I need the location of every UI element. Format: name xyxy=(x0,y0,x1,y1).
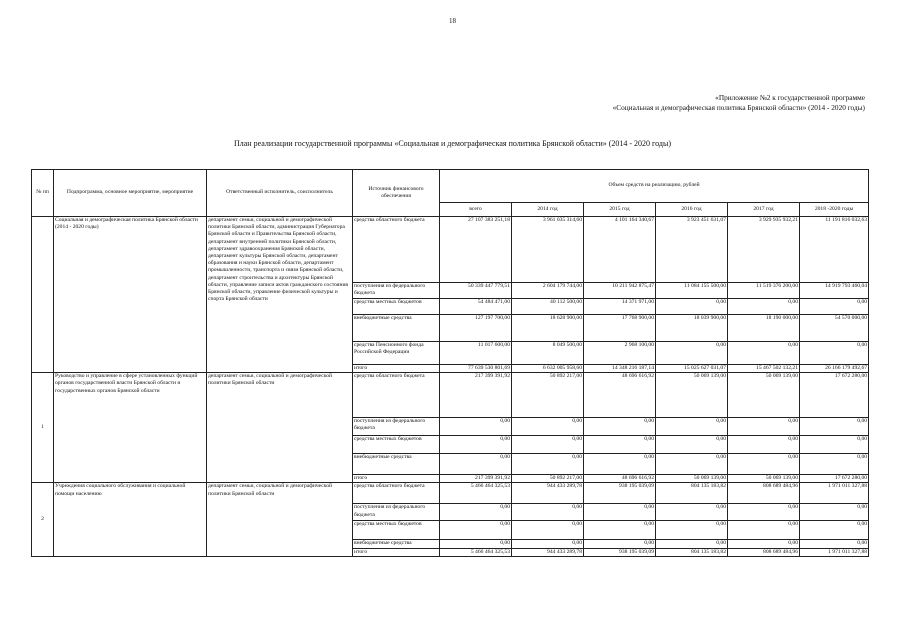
amount-cell: 54 570 000,00 xyxy=(800,315,869,342)
block-number: 1 xyxy=(32,373,54,483)
block-number: 2 xyxy=(32,483,54,556)
amount-cell: 3 923 451 631,07 xyxy=(656,217,728,283)
block-name: Социальная и демографическая политика Брянской области (2014 - 2020 годы) xyxy=(54,217,207,373)
amount-cell: 0,00 xyxy=(656,418,728,436)
amount-cell: 17 672 280,00 xyxy=(800,373,869,418)
amount-cell: 48 696 616,92 xyxy=(584,475,656,483)
amount-cell: 3 929 935 932,21 xyxy=(728,217,800,283)
block-executor: департамент семьи, социальной и демографической политики Брянской области xyxy=(207,483,353,556)
header-subprogram: Подпрограмма, основное мероприятие, мероприятие xyxy=(54,170,207,217)
page-number: 18 xyxy=(449,17,456,25)
amount-cell: 0,00 xyxy=(512,521,584,540)
amount-cell: 0,00 xyxy=(512,436,584,454)
amount-cell: 0,00 xyxy=(800,521,869,540)
amount-cell: 0,00 xyxy=(656,342,728,365)
amount-cell: 0,00 xyxy=(512,504,584,521)
amount-cell: 50 069 139,00 xyxy=(656,373,728,418)
amount-cell: 1 971 011 327,88 xyxy=(800,483,869,504)
amount-cell: 0,00 xyxy=(728,504,800,521)
amount-cell: 11 084 155 500,00 xyxy=(656,283,728,299)
amount-cell: 0,00 xyxy=(440,504,512,521)
amount-cell: 0,00 xyxy=(584,418,656,436)
amount-cell: 27 107 383 251,18 xyxy=(440,217,512,283)
appendix-line-2: «Социальная и демографическая политика Брянской области» (2014 - 2020 годы) xyxy=(612,103,865,112)
amount-cell: 808 689 484,96 xyxy=(728,548,800,556)
amount-cell: 0,00 xyxy=(728,299,800,315)
amount-cell: 14 348 216 187,14 xyxy=(584,365,656,373)
amount-cell: 18 039 900,00 xyxy=(656,315,728,342)
header-num: № пп xyxy=(32,170,54,217)
amount-cell: 0,00 xyxy=(440,418,512,436)
funding-source: средства областного бюджета xyxy=(353,373,440,418)
amount-cell: 15 467 502 132,21 xyxy=(728,365,800,373)
header-year: 2016 год xyxy=(656,203,728,217)
funding-source: поступления из федерального бюджета xyxy=(353,283,440,299)
amount-cell: 0,00 xyxy=(512,454,584,475)
funding-source: поступления из федерального бюджета xyxy=(353,504,440,521)
amount-cell: 26 166 179 492,67 xyxy=(800,365,869,373)
header-year: 2014 год xyxy=(512,203,584,217)
amount-cell: 11 191 816 032,63 xyxy=(800,217,869,283)
amount-cell: 77 639 530 801,69 xyxy=(440,365,512,373)
amount-cell: 1 971 011 327,88 xyxy=(800,548,869,556)
header-sources: Источник финансового обеспечения xyxy=(353,170,440,217)
table-row xyxy=(32,373,869,418)
amount-cell: 0,00 xyxy=(728,418,800,436)
amount-cell: 5 466 464 325,53 xyxy=(440,483,512,504)
amount-cell: 15 025 627 031,07 xyxy=(656,365,728,373)
funding-source: внебюджетные средства xyxy=(353,454,440,475)
amount-cell: 804 135 183,82 xyxy=(656,483,728,504)
amount-cell: 0,00 xyxy=(656,540,728,548)
amount-cell: 0,00 xyxy=(800,540,869,548)
amount-cell: 50 069 139,00 xyxy=(728,475,800,483)
amount-cell: 0,00 xyxy=(728,342,800,365)
amount-cell: 0,00 xyxy=(800,418,869,436)
block-name: Учреждения социального обслуживания и социальной помощи населению xyxy=(54,483,207,556)
amount-cell: 0,00 xyxy=(656,504,728,521)
amount-cell: 40 112 500,00 xyxy=(512,299,584,315)
table-row xyxy=(32,483,869,504)
amount-cell: 0,00 xyxy=(656,436,728,454)
amount-cell: 0,00 xyxy=(728,540,800,548)
amount-cell: 0,00 xyxy=(800,436,869,454)
funding-source: итого xyxy=(353,475,440,483)
amount-cell: 0,00 xyxy=(440,521,512,540)
amount-cell: 217 399 391,92 xyxy=(440,373,512,418)
amount-cell: 0,00 xyxy=(440,540,512,548)
amount-cell: 50 892 217,00 xyxy=(512,475,584,483)
funding-source: внебюджетные средства xyxy=(353,315,440,342)
header-executor: Ответственный исполнитель, соисполнитель xyxy=(207,170,353,217)
funding-source: средства Пенсионного фонда Российской Федерации xyxy=(353,342,440,365)
header-year: 2015 год xyxy=(584,203,656,217)
amount-cell: 11 519 376 200,00 xyxy=(728,283,800,299)
funding-source: средства местных бюджетов xyxy=(353,436,440,454)
amount-cell: 0,00 xyxy=(584,436,656,454)
amount-cell: 11 017 600,00 xyxy=(440,342,512,365)
amount-cell: 6 632 005 958,60 xyxy=(512,365,584,373)
amount-cell: 0,00 xyxy=(584,521,656,540)
amount-cell: 0,00 xyxy=(800,299,869,315)
amount-cell: 0,00 xyxy=(800,504,869,521)
plan-table xyxy=(31,169,869,557)
amount-cell: 0,00 xyxy=(584,454,656,475)
amount-cell: 2 604 179 744,00 xyxy=(512,283,584,299)
amount-cell: 808 689 484,96 xyxy=(728,483,800,504)
amount-cell: 14 919 793 460,04 xyxy=(800,283,869,299)
amount-cell: 0,00 xyxy=(512,540,584,548)
amount-cell: 50 892 217,00 xyxy=(512,373,584,418)
amount-cell: 18 190 000,00 xyxy=(728,315,800,342)
amount-cell: 944 433 289,78 xyxy=(512,483,584,504)
amount-cell: 0,00 xyxy=(800,342,869,365)
amount-cell: 17 768 900,00 xyxy=(584,315,656,342)
amount-cell: 0,00 xyxy=(728,436,800,454)
amount-cell: 14 371 971,00 xyxy=(584,299,656,315)
funding-source: итого xyxy=(353,365,440,373)
amount-cell: 804 135 183,82 xyxy=(656,548,728,556)
amount-cell: 18 628 900,00 xyxy=(512,315,584,342)
funding-source: средства местных бюджетов xyxy=(353,299,440,315)
amount-cell: 0,00 xyxy=(728,521,800,540)
amount-cell: 8 049 500,00 xyxy=(512,342,584,365)
amount-cell: 0,00 xyxy=(440,436,512,454)
amount-cell: 50 069 139,00 xyxy=(656,475,728,483)
amount-cell: 2 968 100,00 xyxy=(584,342,656,365)
header-year: 2017 год xyxy=(728,203,800,217)
amount-cell: 938 195 039,09 xyxy=(584,548,656,556)
amount-cell: 127 197 700,00 xyxy=(440,315,512,342)
amount-cell: 938 195 039,09 xyxy=(584,483,656,504)
amount-cell: 0,00 xyxy=(656,454,728,475)
header-year: 2018 -2020 годы xyxy=(800,203,869,217)
funding-source: внебюджетные средства xyxy=(353,540,440,548)
amount-cell: 4 101 164 340,67 xyxy=(584,217,656,283)
amount-cell: 0,00 xyxy=(656,521,728,540)
table-row xyxy=(32,217,869,283)
appendix-line-1: «Приложение №2 к государственной программе xyxy=(715,93,865,102)
funding-source: средства местных бюджетов xyxy=(353,521,440,540)
amount-cell: 944 433 289,78 xyxy=(512,548,584,556)
amount-cell: 0,00 xyxy=(728,454,800,475)
funding-source: средства областного бюджета xyxy=(353,483,440,504)
amount-cell: 48 696 616,92 xyxy=(584,373,656,418)
amount-cell: 0,00 xyxy=(512,418,584,436)
amount-cell: 5 466 464 325,53 xyxy=(440,548,512,556)
amount-cell: 0,00 xyxy=(656,299,728,315)
block-executor: департамент семьи, социальной и демографической политики Брянской области, администрация Губернатора Брянской области и Правительства Брянской области, департамент внутренней политики Брянской области, департамент здравоохранения Брянской области, департамент культуры Брянской области, департамент образования и науки Брянской области, департамент промышленности, транспорта и связи Брянской области, департамент строительства и архитектуры Брянской области, управление записи актов гражданского состояния Брянской области, управление физической культуры и спорта Брянской области xyxy=(207,217,353,373)
header-volume: Объем средств на реализацию, рублей xyxy=(440,170,869,203)
appendix-note xyxy=(613,93,865,113)
amount-cell: 10 211 942 875,47 xyxy=(584,283,656,299)
block-name: Руководство и управление в сфере установленных функций органов государственной власти Брянской области и государственных органов Брянской области xyxy=(54,373,207,483)
amount-cell: 0,00 xyxy=(800,454,869,475)
funding-source: итого xyxy=(353,548,440,556)
funding-source: средства областного бюджета xyxy=(353,217,440,283)
block-executor: департамент семьи, социальной и демографической политики Брянской области xyxy=(207,373,353,483)
amount-cell: 0,00 xyxy=(584,540,656,548)
amount-cell: 3 961 035 314,60 xyxy=(512,217,584,283)
amount-cell: 0,00 xyxy=(440,454,512,475)
header-year: всего xyxy=(440,203,512,217)
amount-cell: 50 069 139,00 xyxy=(728,373,800,418)
block-number xyxy=(32,217,54,373)
amount-cell: 17 672 280,00 xyxy=(800,475,869,483)
amount-cell: 50 339 447 779,51 xyxy=(440,283,512,299)
amount-cell: 217 399 391,92 xyxy=(440,475,512,483)
amount-cell: 54 484 471,00 xyxy=(440,299,512,315)
plan-title: План реализации государственной программы «Социальная и демографическая политика Брянской области» (2014 - 2020 годы) xyxy=(233,139,672,148)
amount-cell: 0,00 xyxy=(584,504,656,521)
funding-source: поступления из федерального бюджета xyxy=(353,418,440,436)
